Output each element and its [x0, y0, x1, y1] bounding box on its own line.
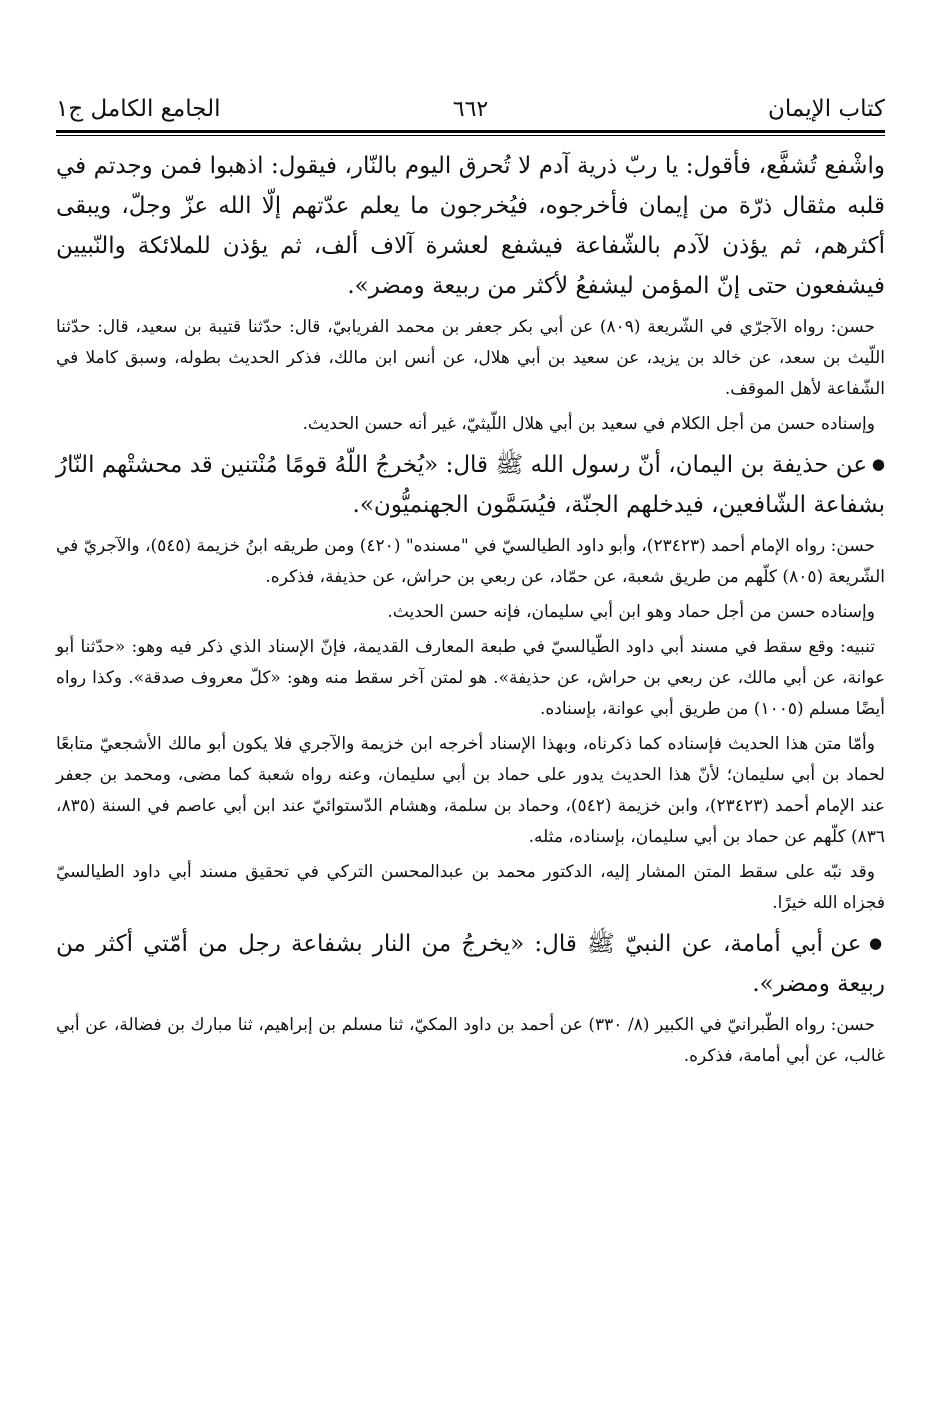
- takhrij-note: حسن: رواه الطّبرانيّ في الكبير (٨/ ٣٣٠) عن أحمد بن داود المكيّ، ثنا مسلم بن إبراهيم، ثنا مبارك بن فضالة، عن أبي غالب، عن أبي أمامة، فذكره.: [56, 1015, 885, 1066]
- tanbih-note: تنبيه: وقع سقط في مسند أبي داود الطّيالسيّ في طبعة المعارف القديمة، فإنّ الإسناد الذي ذكر فيه وهو: «حدّثنا أبو عوانة، عن أبي مالك، عن ربعي بن حراش، عن حذيفة». هو لمتن آخر سقط منه وهو: «كلّ معروف صدقة». وكذا رواه أيضًا مسلم (١٠٠٥) من طريق أبي عوانة، بإسناده.: [56, 637, 885, 719]
- book-page: [0, 52, 943, 1425]
- isnad-grade-note: وإسناده حسن من أجل الكلام في سعيد بن أبي هلال اللّيثيّ، غير أنه حسن الحديث.: [302, 414, 875, 434]
- page-header: [56, 52, 885, 122]
- book-title: الجامع الكامل ج١: [56, 96, 221, 122]
- hadith-text: واشْفع تُشفَّع، فأقول: يا ربّ ذرية آدم لا تُحرق اليوم بالنّار، فيقول: اذهبوا فمن وجدتم في قلبه مثقال ذرّة من إيمان فأخرجوه، فيُخرجون ما يعلم عدّتهم إلّا الله عزّ وجلّ، ويبقى أكثرهم، ثم يؤذن لآدم بالشّفاعة فيشفع لعشرة آلاف ألف، ثم يؤذن للملائكة والنّبيين فيشفعون حتى إنّ المؤمن ليشفعُ لأكثر من ربيعة ومضر».: [56, 153, 886, 299]
- takhrij-note: حسن: رواه الآجرّي في الشّريعة (٨٠٩) عن أبي بكر جعفر بن محمد الفريابيّ، قال: حدّثنا قتيبة بن سعيد، قال: حدّثنا اللّيث بن سعد، عن خالد بن يزيد، عن سعيد بن أبي هلال، عن أنس ابن مالك، فذكر الحديث بطوله، وسبق كاملا في الشّفاعة لأهل الموقف.: [56, 317, 885, 399]
- page-number: ٦٦٢: [452, 97, 489, 122]
- header-rule-thick: [56, 130, 885, 133]
- chapter-title: كتاب الإيمان: [768, 96, 885, 122]
- hadith-text: ● عن حذيفة بن اليمان، أنّ رسول الله ﷺ قال: «يُخرجُ اللّهُ قومًا مُنْتنين قد محشتْهم النّارُ بشفاعة الشّافعين، فيدخلهم الجنّة، فيُسَمَّون الجهنميُّون».: [56, 444, 885, 525]
- isnad-grade-note: وإسناده حسن من أجل حماد وهو ابن أبي سليمان، فإنه حسن الحديث.: [387, 602, 875, 622]
- commentary-note: وقد نبّه على سقط المتن المشار إليه، الدكتور محمد بن عبدالمحسن التركي في تحقيق مسند أبي داود الطيالسيّ فجزاه الله خيرًا.: [56, 862, 885, 913]
- page-content: [56, 146, 885, 1072]
- hadith-text: ● عن أبي أمامة، عن النبيّ ﷺ قال: «يخرجُ من النار بشفاعة رجل من أمّتي أكثر من ربيعة ومضر».: [56, 923, 885, 1004]
- header-rule-thin: [56, 135, 885, 136]
- commentary-note: وأمّا متن هذا الحديث فإسناده كما ذكرناه، وبهذا الإسناد أخرجه ابن خزيمة والآجري فلا يكون أبو مالك الأشجعيّ متابعًا لحماد بن أبي سليمان؛ لأنّ هذا الحديث يدور على حماد بن أبي سليمان، وعنه رواه شعبة كما مضى، ومحمد بن جعفر عند الإمام أحمد (٢٣٤٢٣)، وابن خزيمة (٥٤٢)، وحماد بن سلمة، وهشام الدّستوائيّ عند ابن أبي عاصم في السنة (٨٣٥، ٨٣٦) كلّهم عن حماد بن أبي سليمان، بإسناده، مثله.: [56, 734, 885, 847]
- takhrij-note: حسن: رواه الإمام أحمد (٢٣٤٢٣)، وأبو داود الطيالسيّ في "مسنده" (٤٢٠) ومن طريقه ابنُ خزيمة (٥٤٥)، والآجريّ في الشّريعة (٨٠٥) كلّهم من طريق شعبة، عن حمّاد، عن ربعي بن حراش، عن حذيفة، فذكره.: [56, 536, 885, 587]
